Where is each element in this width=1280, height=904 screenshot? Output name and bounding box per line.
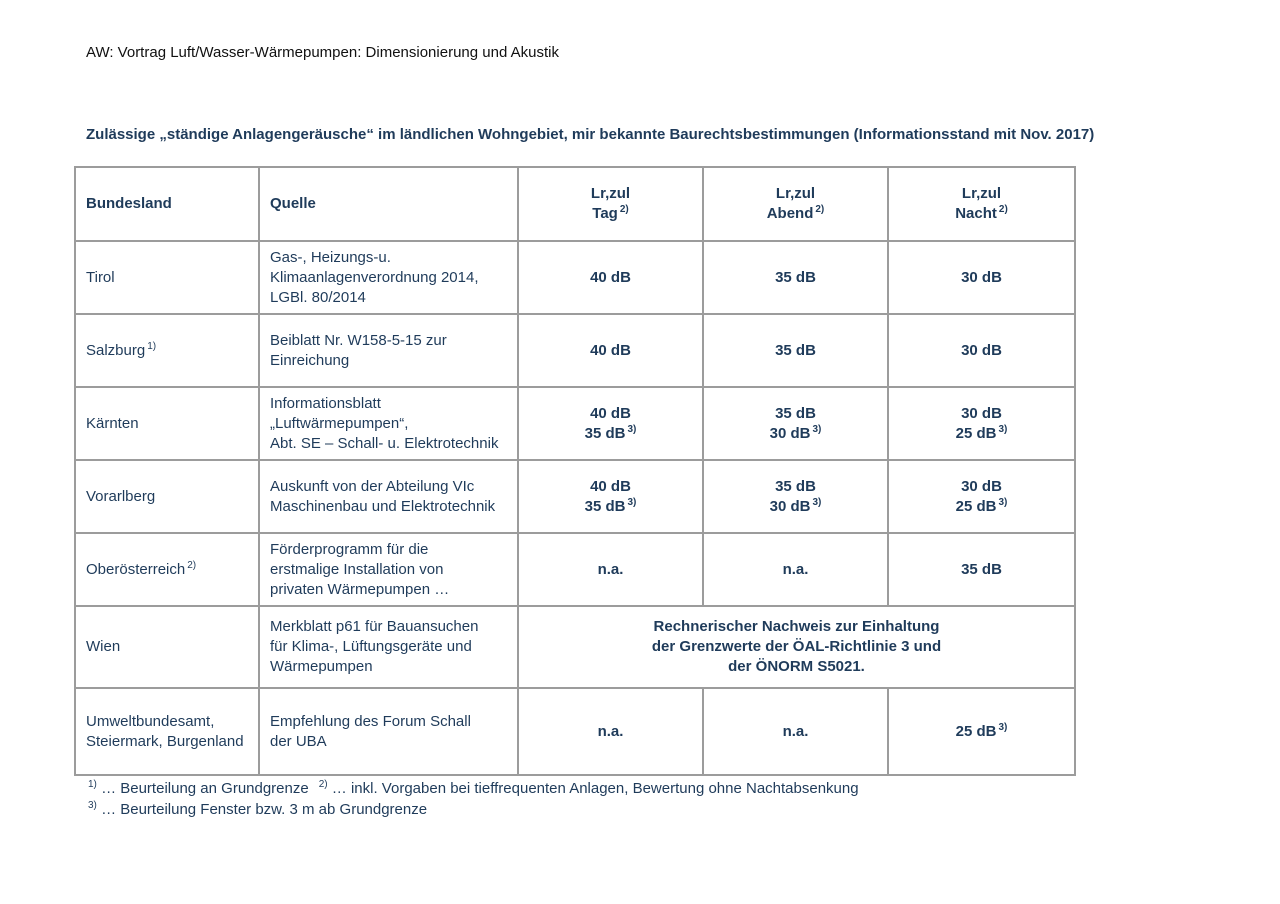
day-value: 40 dB [518,241,703,314]
source-line: Abt. SE – Schall- u. Elektrotechnik [270,434,499,452]
footnote-ref: 2) [187,559,197,571]
footnote-line [86,778,859,799]
footnote-ref: 2) [619,204,629,215]
source-cell [259,533,518,606]
evening-value [703,387,888,460]
state-line: Umweltbundesamt, [86,712,215,730]
source-line: der UBA [270,732,327,750]
table-header-row [75,167,1075,241]
header-evening-label: Lr,zul [775,185,816,202]
evening-value: n.a. [703,688,888,775]
state-line: Steiermark, Burgenland [86,732,244,750]
evening-value: 35 dB [703,241,888,314]
header-evening-period: Abend [766,205,814,222]
value-line: 40 dB [590,404,631,422]
header-source: Quelle [259,167,518,241]
state-cell: Wien [75,606,259,688]
state-cell: Tirol [75,241,259,314]
state-cell [75,314,259,387]
source-line: Auskunft von der Abteilung VIc [270,477,475,495]
footnote-ref: 3) [627,496,637,508]
value-line: 40 dB [590,477,631,495]
source-line: Informationsblatt [270,394,381,412]
night-value [888,460,1075,533]
night-value: 30 dB [888,241,1075,314]
footnote-mark: 2) [318,779,328,790]
footnote-ref: 2) [815,204,825,215]
night-value [888,387,1075,460]
noise-limits-table [74,166,1076,776]
footnote-line [86,799,859,820]
night-value: 35 dB [888,533,1075,606]
table-row [75,688,1075,775]
merged-requirement-cell [518,606,1075,688]
day-value: n.a. [518,688,703,775]
footnote-ref: 3) [998,423,1008,435]
footnote-ref: 3) [627,423,637,435]
table-row [75,533,1075,606]
note-line: Rechnerischer Nachweis zur Einhaltung [653,618,940,635]
source-cell [259,606,518,688]
state-cell: Kärnten [75,387,259,460]
footnote-ref: 2) [998,204,1008,215]
table-row [75,387,1075,460]
footnote-ref: 3) [812,496,822,508]
value-line: 25 dB [955,722,997,740]
evening-value [703,460,888,533]
source-line: „Luftwärmepumpen“, [270,414,409,432]
header-evening [703,167,888,241]
source-line: Einreichung [270,351,350,369]
source-line: LGBl. 80/2014 [270,288,366,306]
table-row [75,460,1075,533]
source-line: Wärmepumpen [270,658,373,675]
table-row [75,606,1075,688]
header-night [888,167,1075,241]
source-line: Beiblatt Nr. W158-5-15 zur [270,331,447,349]
source-line: Maschinenbau und Elektrotechnik [270,497,496,515]
source-line: Empfehlung des Forum Schall [270,712,471,730]
value-line: 25 dB [955,497,997,515]
value-line: 35 dB [775,477,816,495]
table-caption: Zulässige „ständige Anlagengeräusche“ im ländlichen Wohngebiet, mir bekannte Baurechtsbestimmungen (Informationsstand mit Nov. 2017) [86,126,1095,143]
footnote-ref: 3) [998,496,1008,508]
footnote-text: … inkl. Vorgaben bei tieffrequenten Anlagen, Bewertung ohne Nachtabsenkung [331,780,859,797]
day-value [518,460,703,533]
value-line: 30 dB [961,477,1002,495]
source-line: für Klima-, Lüftungsgeräte und [270,638,472,655]
night-value: 30 dB [888,314,1075,387]
note-line: der Grenzwerte der ÖAL-Richtlinie 3 und [651,638,942,655]
state-cell [75,688,259,775]
header-night-label: Lr,zul [961,185,1002,202]
footnote-mark: 3) [88,800,97,811]
state-label: Salzburg [86,341,146,359]
value-line: 30 dB [769,497,811,515]
source-line: privaten Wärmepumpen … [270,580,450,598]
source-cell [259,387,518,460]
value-line: 30 dB [961,404,1002,422]
source-cell [259,688,518,775]
table-row [75,314,1075,387]
footnote-mark: 1) [88,779,97,790]
source-line: Klimaanlagenverordnung 2014, [270,268,479,286]
value-line: 35 dB [775,404,816,422]
footnote-ref: 3) [812,423,822,435]
night-value [888,688,1075,775]
header-day [518,167,703,241]
footnote-text: … Beurteilung Fenster bzw. 3 m ab Grundgrenze [101,801,428,818]
source-line: Merkblatt p61 für Bauansuchen [270,618,479,635]
day-value: n.a. [518,533,703,606]
state-label: Oberösterreich [86,560,186,578]
footnotes [86,778,859,820]
note-line: der ÖNORM S5021. [728,658,865,675]
value-line: 35 dB [584,424,626,442]
state-cell [75,533,259,606]
day-value: 40 dB [518,314,703,387]
header-day-period: Tag [592,205,618,222]
day-value [518,387,703,460]
source-line: erstmalige Installation von [270,560,444,578]
value-line: 30 dB [769,424,811,442]
value-line: 25 dB [955,424,997,442]
evening-value: 35 dB [703,314,888,387]
state-cell: Vorarlberg [75,460,259,533]
value-line: 35 dB [584,497,626,515]
table-row [75,241,1075,314]
source-cell [259,314,518,387]
source-line: Gas-, Heizungs-u. [270,248,391,266]
document-title: AW: Vortrag Luft/Wasser-Wärmepumpen: Dimensionierung und Akustik [86,44,559,61]
footnote-ref: 3) [998,721,1008,733]
header-night-period: Nacht [955,205,997,222]
header-state: Bundesland [75,167,259,241]
evening-value: n.a. [703,533,888,606]
source-line: Förderprogramm für die [270,540,429,558]
footnote-text: … Beurteilung an Grundgrenze [101,780,309,797]
footnote-ref: 1) [147,340,157,352]
source-cell [259,460,518,533]
header-day-label: Lr,zul [590,185,631,202]
source-cell [259,241,518,314]
